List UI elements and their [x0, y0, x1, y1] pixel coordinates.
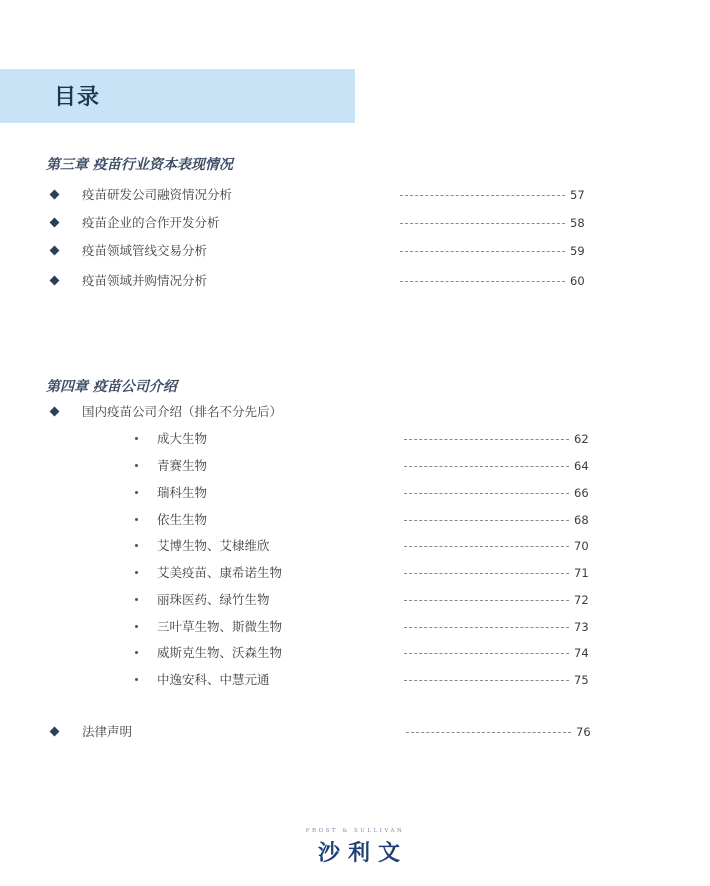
company-page: 64: [574, 459, 589, 473]
toc-entry-label: 疫苗研发公司融资情况分析: [82, 187, 233, 202]
company-entry[interactable]: [0, 457, 710, 477]
toc-entry-label: 疫苗领域并购情况分析: [82, 273, 208, 288]
dot-leader: [404, 680, 569, 681]
dot-bullet-icon: [135, 544, 138, 547]
company-page: 73: [574, 620, 589, 634]
legal-label: 法律声明: [82, 724, 133, 739]
diamond-bullet-icon: [50, 218, 60, 228]
dot-bullet-icon: [135, 437, 138, 440]
toc-section-label: 国内疫苗公司介绍（排名不分先后）: [82, 404, 283, 419]
logo-english: FROST & SULLIVAN: [305, 828, 405, 834]
company-page: 66: [574, 486, 589, 500]
diamond-bullet-icon: [50, 276, 60, 286]
toc-entry-page: 59: [570, 244, 585, 258]
dot-leader: [404, 546, 569, 547]
company-entry[interactable]: [0, 564, 710, 584]
toc-entry[interactable]: [0, 214, 710, 234]
diamond-bullet-icon: [50, 407, 60, 417]
dot-leader: [404, 600, 569, 601]
company-page: 74: [574, 646, 589, 660]
company-entry[interactable]: [0, 537, 710, 557]
company-label: 瑞科生物: [157, 485, 208, 500]
toc-entry-page: 60: [570, 274, 585, 288]
company-label: 艾美疫苗、康希诺生物: [157, 565, 283, 580]
company-label: 丽珠医药、绿竹生物: [157, 592, 270, 607]
company-label: 青赛生物: [157, 458, 208, 473]
company-label: 中逸安科、中慧元通: [157, 672, 270, 687]
dot-leader: [404, 520, 569, 521]
company-entry[interactable]: [0, 591, 710, 611]
company-page: 62: [574, 432, 589, 446]
company-label: 艾博生物、艾棣维欣: [157, 538, 270, 553]
dot-bullet-icon: [135, 625, 138, 628]
dot-bullet-icon: [135, 464, 138, 467]
toc-entry-legal[interactable]: [0, 723, 710, 743]
dot-leader: [400, 223, 565, 224]
dot-leader: [400, 251, 565, 252]
company-entry[interactable]: [0, 671, 710, 691]
company-page: 68: [574, 513, 589, 527]
toc-entry[interactable]: [0, 242, 710, 262]
dot-leader: [406, 732, 571, 733]
company-page: 70: [574, 539, 589, 553]
toc-title: 目录: [54, 85, 101, 110]
dot-bullet-icon: [135, 678, 138, 681]
dot-leader: [404, 573, 569, 574]
dot-bullet-icon: [135, 518, 138, 521]
company-entry[interactable]: [0, 430, 710, 450]
dot-bullet-icon: [135, 571, 138, 574]
dot-leader: [404, 466, 569, 467]
toc-entry-page: 58: [570, 216, 585, 230]
company-label: 依生生物: [157, 512, 208, 527]
dot-bullet-icon: [135, 598, 138, 601]
toc-entry[interactable]: [0, 272, 710, 292]
legal-page: 76: [576, 725, 591, 739]
toc-entry-label: 疫苗领域管线交易分析: [82, 243, 208, 258]
toc-entry-page: 57: [570, 188, 585, 202]
dot-leader: [404, 653, 569, 654]
company-page: 72: [574, 593, 589, 607]
dot-leader: [404, 627, 569, 628]
company-page: 71: [574, 566, 589, 580]
dot-bullet-icon: [135, 491, 138, 494]
dot-leader: [400, 281, 565, 282]
toc-entry-label: 疫苗企业的合作开发分析: [82, 215, 220, 230]
dot-leader: [404, 439, 569, 440]
dot-leader: [404, 493, 569, 494]
chapter3-title: 第三章 疫苗行业资本表现情况: [46, 157, 233, 173]
company-entry[interactable]: [0, 511, 710, 531]
dot-leader: [400, 195, 565, 196]
company-page: 75: [574, 673, 589, 687]
diamond-bullet-icon: [50, 190, 60, 200]
company-entry[interactable]: [0, 644, 710, 664]
company-label: 威斯克生物、沃森生物: [157, 645, 283, 660]
chapter4-title: 第四章 疫苗公司介绍: [46, 379, 177, 395]
dot-bullet-icon: [135, 651, 138, 654]
company-label: 三叶草生物、斯微生物: [157, 619, 283, 634]
toc-entry[interactable]: [0, 186, 710, 206]
toc-section[interactable]: [0, 403, 710, 423]
company-label: 成大生物: [157, 431, 208, 446]
diamond-bullet-icon: [50, 246, 60, 256]
logo-chinese: 沙利文: [317, 841, 408, 866]
company-entry[interactable]: [0, 484, 710, 504]
company-entry[interactable]: [0, 618, 710, 638]
diamond-bullet-icon: [50, 727, 60, 737]
